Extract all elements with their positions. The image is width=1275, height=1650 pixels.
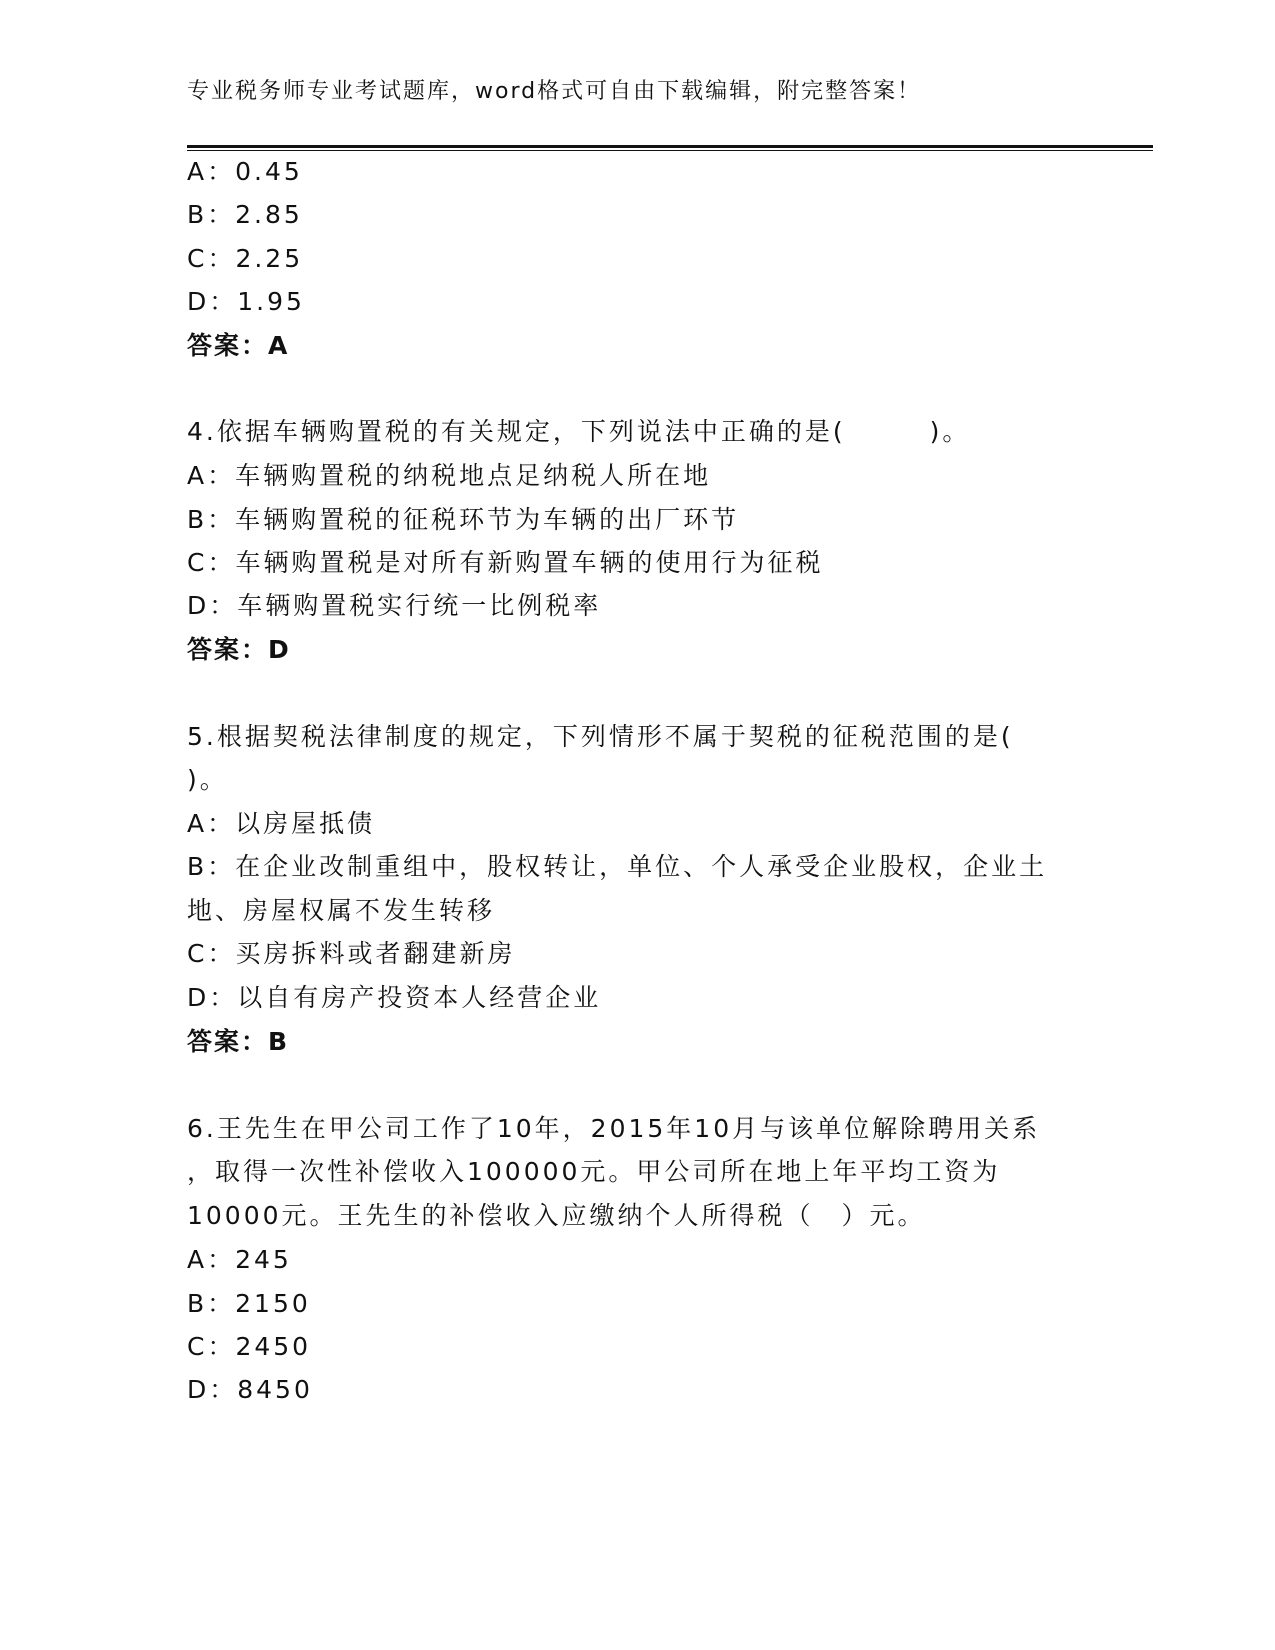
q3-option-b: B：2.85 xyxy=(187,200,303,229)
q5-option-d: D：以自有房产投资本人经营企业 xyxy=(187,983,602,1012)
q5-option-b-line1: B：在企业改制重组中，股权转让，单位、个人承受企业股权，企业土 xyxy=(187,852,1048,881)
q3-option-c: C：2.25 xyxy=(187,244,304,273)
header-divider-thin xyxy=(187,150,1153,151)
q6-option-c: C：2450 xyxy=(187,1332,312,1361)
q4-answer: 答案：D xyxy=(187,635,291,664)
q6-option-b: B：2150 xyxy=(187,1289,311,1318)
q5-stem-line2: )。 xyxy=(187,765,228,794)
header-divider-thick xyxy=(187,145,1153,148)
q3-answer: 答案：A xyxy=(187,331,290,360)
q5-stem-line1: 5.根据契税法律制度的规定，下列情形不属于契税的征税范围的是( xyxy=(187,722,1014,751)
page-header: 专业税务师专业考试题库，word格式可自由下载编辑，附完整答案！ xyxy=(187,79,922,104)
q5-option-a: A：以房屋抵债 xyxy=(187,809,376,838)
q5-option-b-line2: 地、房屋权属不发生转移 xyxy=(187,896,496,925)
q3-option-d: D：1.95 xyxy=(187,287,305,316)
q6-stem-line3: 10000元。王先生的补偿收入应缴纳个人所得税（ ）元。 xyxy=(187,1201,926,1230)
q4-option-a: A：车辆购置税的纳税地点足纳税人所在地 xyxy=(187,461,712,490)
q3-option-a: A：0.45 xyxy=(187,157,303,186)
q4-option-b: B：车辆购置税的征税环节为车辆的出厂环节 xyxy=(187,505,740,534)
q6-stem-line1: 6.王先生在甲公司工作了10年，2015年10月与该单位解除聘用关系 xyxy=(187,1114,1041,1143)
q4-option-c: C：车辆购置税是对所有新购置车辆的使用行为征税 xyxy=(187,548,824,577)
q6-option-d: D：8450 xyxy=(187,1375,313,1404)
q5-answer: 答案：B xyxy=(187,1027,290,1056)
q4-stem: 4.依据车辆购置税的有关规定，下列说法中正确的是( )。 xyxy=(187,417,971,446)
q6-option-a: A：245 xyxy=(187,1245,292,1274)
q4-option-d: D：车辆购置税实行统一比例税率 xyxy=(187,591,602,620)
q5-option-c: C：买房拆料或者翻建新房 xyxy=(187,939,516,968)
q6-stem-line2: ，取得一次性补偿收入100000元。甲公司所在地上年平均工资为 xyxy=(187,1157,1001,1186)
